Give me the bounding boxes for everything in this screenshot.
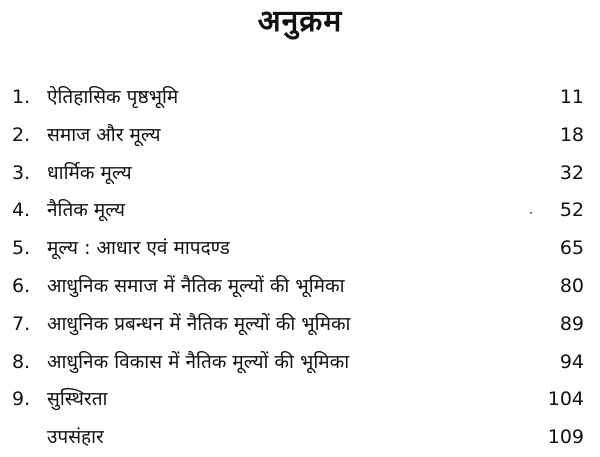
toc-entry-number: 3.	[12, 161, 31, 184]
toc-entry-title: ऐतिहासिक पृष्ठभूमि	[47, 86, 179, 108]
toc-entry-title: समाज और मूल्य	[47, 123, 161, 146]
toc-entry-number: 6.	[12, 274, 31, 297]
toc-entry-page: 11	[559, 86, 584, 108]
toc-entry-page: 109	[547, 426, 584, 449]
toc-entry-number: 1.	[12, 86, 31, 108]
toc-entry-title: नैतिक मूल्य	[47, 199, 125, 222]
toc-entry-title: उपसंहार	[47, 426, 104, 449]
toc-entry	[0, 117, 600, 155]
toc-entry-number: 8.	[12, 350, 31, 373]
toc-entry	[0, 192, 600, 230]
toc-entry-number: 9.	[12, 388, 31, 411]
toc-entry	[0, 155, 600, 193]
toc-entry	[0, 268, 600, 306]
toc-entry-page: 89	[559, 312, 584, 335]
toc-entry-title: मूल्य : आधार एवं मापदण्ड	[47, 237, 230, 260]
table-of-contents	[0, 79, 600, 457]
toc-entry-number: 4.	[12, 199, 31, 222]
toc-entry-page: 65	[559, 237, 584, 260]
toc-entry	[0, 306, 600, 344]
toc-entry-title: आधुनिक प्रबन्धन में नैतिक मूल्यों की भूमिका	[47, 312, 351, 335]
toc-entry-title: सुस्थिरता	[47, 388, 108, 411]
scan-speck	[530, 212, 532, 214]
toc-entry	[0, 419, 600, 457]
toc-entry-page: 32	[559, 161, 584, 184]
toc-entry-title: आधुनिक समाज में नैतिक मूल्यों की भूमिका	[47, 274, 345, 297]
toc-entry-page: 94	[559, 350, 584, 373]
toc-entry	[0, 344, 600, 382]
toc-entry-page: 18	[559, 123, 584, 146]
toc-entry-number: 5.	[12, 237, 31, 260]
toc-entry-number: 2.	[12, 123, 31, 146]
toc-entry-number: 7.	[12, 312, 31, 335]
toc-entry	[0, 79, 600, 117]
toc-entry-title: आधुनिक विकास में नैतिक मूल्यों की भूमिका	[47, 350, 350, 373]
toc-entry	[0, 230, 600, 268]
toc-entry-page: 52	[559, 199, 584, 222]
toc-entry-page: 80	[559, 274, 584, 297]
toc-entry-title: धार्मिक मूल्य	[47, 161, 132, 184]
page-title: अनुक्रम	[257, 4, 343, 39]
toc-entry	[0, 381, 600, 419]
toc-entry-page: 104	[547, 388, 584, 411]
